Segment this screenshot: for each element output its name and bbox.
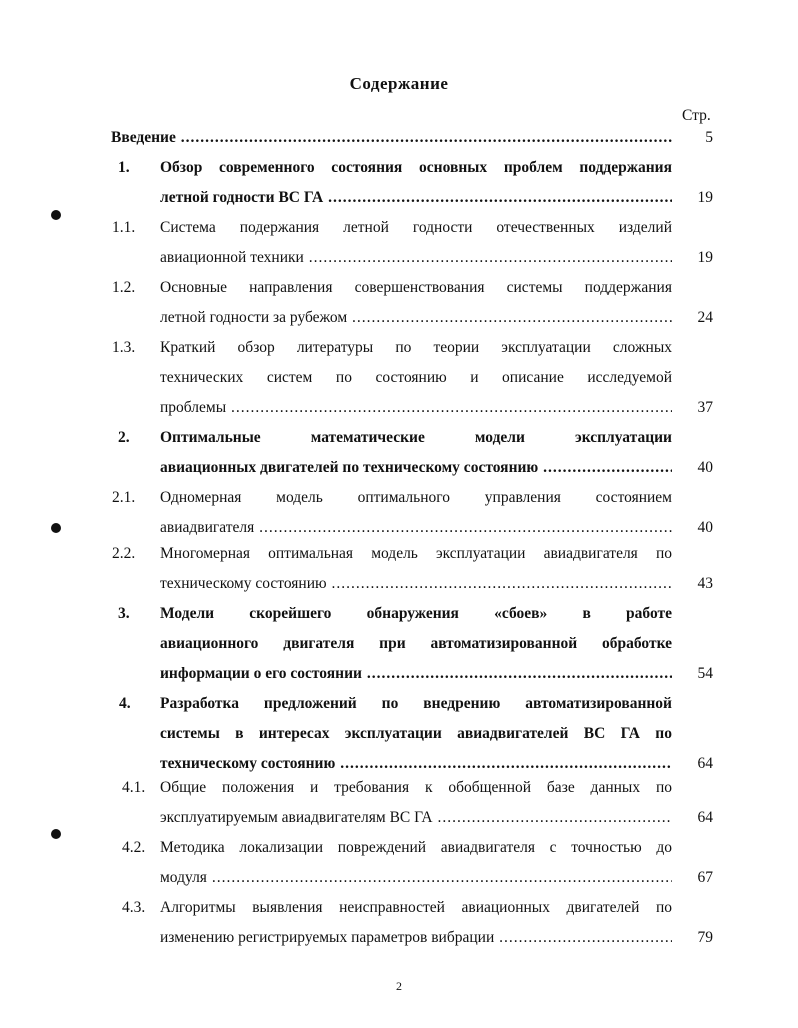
toc-entry-line [160, 693, 672, 723]
toc-entry-text: Оптимальные математические модели эксплуатации [160, 429, 672, 446]
toc-entry-line [160, 633, 672, 663]
toc-entry-text: Основные направления совершенствования системы поддержания [160, 279, 672, 296]
page-column-label: Стр. [682, 107, 711, 124]
toc-entry-text: Краткий обзор литературы по теории эксплуатации сложных [160, 339, 672, 356]
toc-entry-line [160, 807, 672, 837]
punch-hole-mark [51, 829, 61, 839]
toc-entry-text: информации о его состоянии ..... [160, 665, 672, 682]
toc-entry-text: авиационных двигателей по техническому состоянию ..... [160, 459, 672, 476]
toc-entry-page: 37 [697, 399, 713, 416]
toc-entry-text: техническому состоянию ..... [160, 755, 672, 772]
toc-entry-page: 24 [697, 309, 713, 326]
toc-entry-line [160, 573, 672, 603]
toc-entry-line [160, 837, 672, 867]
toc-entry-text: Модели скорейшего обнаружения «сбоев» в работе [160, 605, 672, 622]
toc-entry-line [160, 187, 672, 217]
toc-entry-line [160, 277, 672, 307]
toc-entry-text: Многомерная оптимальная модель эксплуатации авиадвигателя по [160, 545, 672, 562]
toc-entry-line [160, 723, 672, 753]
toc-entry-text: Методика локализации повреждений авиадвигателя с точностью до [160, 839, 672, 856]
toc-entry-text: авиадвигателя ..... [160, 519, 672, 536]
toc-entry-text: Система подержания летной годности отечественных изделий [160, 219, 672, 236]
toc-entry-text: авиационной техники ..... [160, 249, 672, 266]
toc-entry-page: 79 [697, 929, 713, 946]
toc-entry-text: Обзор современного состояния основных проблем поддержания [160, 159, 672, 176]
toc-entry-text: системы в интересах эксплуатации авиадвигателей ВС ГА по [160, 725, 672, 742]
toc-entry-line [111, 127, 672, 157]
toc-entry-number: 4. [119, 695, 131, 712]
toc-entry-line [160, 307, 672, 337]
toc-entry-line [160, 427, 672, 457]
toc-entry-number: 1.2. [112, 279, 136, 296]
toc-entry-text: Введение ..... [111, 129, 672, 146]
toc-entry-page: 5 [705, 129, 713, 146]
toc-entry-text: Алгоритмы выявления неисправностей авиационных двигателей по [160, 899, 672, 916]
toc-entry-page: 54 [697, 665, 713, 682]
toc-entry-line [160, 157, 672, 187]
punch-hole-mark [51, 523, 61, 533]
toc-entry-text: изменению регистрируемых параметров вибрации ..... [160, 929, 672, 946]
toc-entry-line [160, 217, 672, 247]
toc-entry-line [160, 777, 672, 807]
toc-entry-text: Общие положения и требования к обобщенной базе данных по [160, 779, 672, 796]
toc-entry-line [160, 337, 672, 367]
toc-entry-line [160, 457, 672, 487]
toc-entry-number: 4.1. [122, 779, 146, 796]
toc-entry-text: техническому состоянию ..... [160, 575, 672, 592]
toc-entry-number: 4.2. [122, 839, 146, 856]
toc-entry-number: 2.1. [112, 489, 136, 506]
toc-entry-number: 1.3. [112, 339, 136, 356]
toc-entry-text: авиационного двигателя при автоматизированной обработке [160, 635, 672, 652]
toc-entry-number: 1. [118, 159, 130, 176]
toc-entry-line [160, 897, 672, 927]
toc-entry-text: летной годности ВС ГА ..... [160, 189, 672, 206]
toc-entry-line [160, 247, 672, 277]
toc-entry-line [160, 397, 672, 427]
toc-entry-line [160, 927, 672, 957]
toc-entry-text: Одномерная модель оптимального управления состоянием [160, 489, 672, 506]
toc-entry-text: модуля ..... [160, 869, 672, 886]
toc-entry-page: 43 [697, 575, 713, 592]
toc-entry-line [160, 543, 672, 573]
toc-entry-page: 19 [697, 249, 713, 266]
punch-hole-mark [51, 210, 61, 220]
toc-entry-text: эксплуатируемым авиадвигателям ВС ГА ..... [160, 809, 672, 826]
toc-entry-line [160, 663, 672, 693]
toc-entry-line [160, 603, 672, 633]
toc-entry-text: проблемы ..... [160, 399, 672, 416]
toc-entry-page: 40 [697, 459, 713, 476]
toc-entry-number: 2. [118, 429, 130, 446]
toc-entry-text: Разработка предложений по внедрению автоматизированной [160, 695, 672, 712]
toc-entry-number: 1.1. [112, 219, 136, 236]
toc-entry-page: 19 [697, 189, 713, 206]
toc-entry-number: 4.3. [122, 899, 146, 916]
toc-entry-number: 3. [118, 605, 130, 622]
toc-entry-page: 67 [697, 869, 713, 886]
toc-entry-line [160, 867, 672, 897]
toc-entry-text: летной годности за рубежом ..... [160, 309, 672, 326]
toc-entry-text: технических систем по состоянию и описание исследуемой [160, 369, 672, 386]
page-number: 2 [396, 979, 402, 993]
toc-entry-page: 40 [697, 519, 713, 536]
toc-entry-page: 64 [697, 809, 713, 826]
page-title: Содержание [349, 74, 449, 93]
toc-entry-page: 64 [697, 755, 713, 772]
toc-entry-line [160, 367, 672, 397]
toc-entry-number: 2.2. [112, 545, 136, 562]
toc-entry-line [160, 487, 672, 517]
